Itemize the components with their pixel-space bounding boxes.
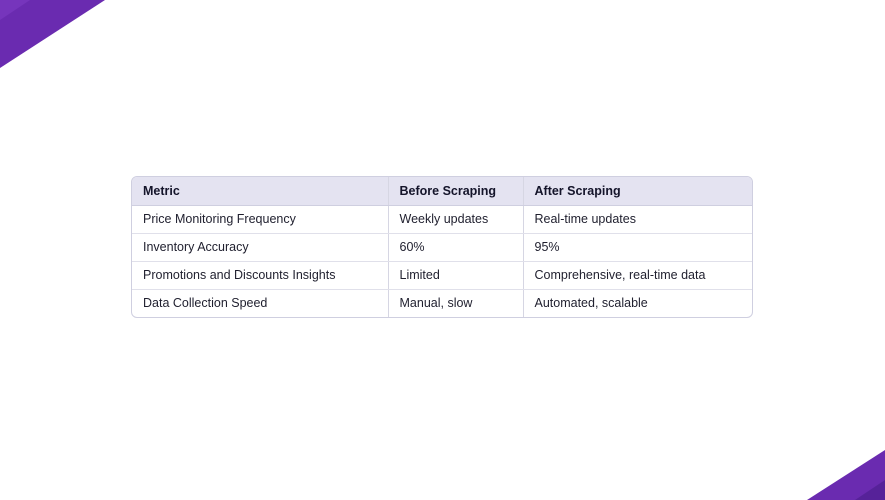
cell-before: Manual, slow [388, 289, 523, 317]
cell-before: Limited [388, 261, 523, 289]
cell-after: 95% [523, 233, 752, 261]
cell-metric: Data Collection Speed [132, 289, 388, 317]
comparison-table-container [131, 176, 753, 318]
cell-metric: Promotions and Discounts Insights [132, 261, 388, 289]
cell-after: Real-time updates [523, 205, 752, 233]
cell-after: Automated, scalable [534, 296, 648, 311]
cell-metric: Price Monitoring Frequency [132, 205, 388, 233]
comparison-table [132, 177, 752, 317]
cell-before: Weekly updates [388, 205, 523, 233]
top-left-corner-decoration [0, 0, 105, 68]
cell-after: Comprehensive, real-time data [523, 261, 752, 289]
cell-before: 60% [388, 233, 523, 261]
table-row [132, 205, 752, 233]
bottom-right-corner-decoration [807, 450, 885, 500]
table-row [132, 233, 752, 261]
header-before-scraping: Before Scraping [388, 177, 523, 205]
table-header-row [132, 177, 752, 205]
table-row [132, 261, 752, 289]
cell-metric: Inventory Accuracy [132, 233, 388, 261]
header-after-scraping: After Scraping [523, 177, 752, 205]
table-row [132, 289, 752, 317]
header-metric: Metric [132, 177, 388, 205]
